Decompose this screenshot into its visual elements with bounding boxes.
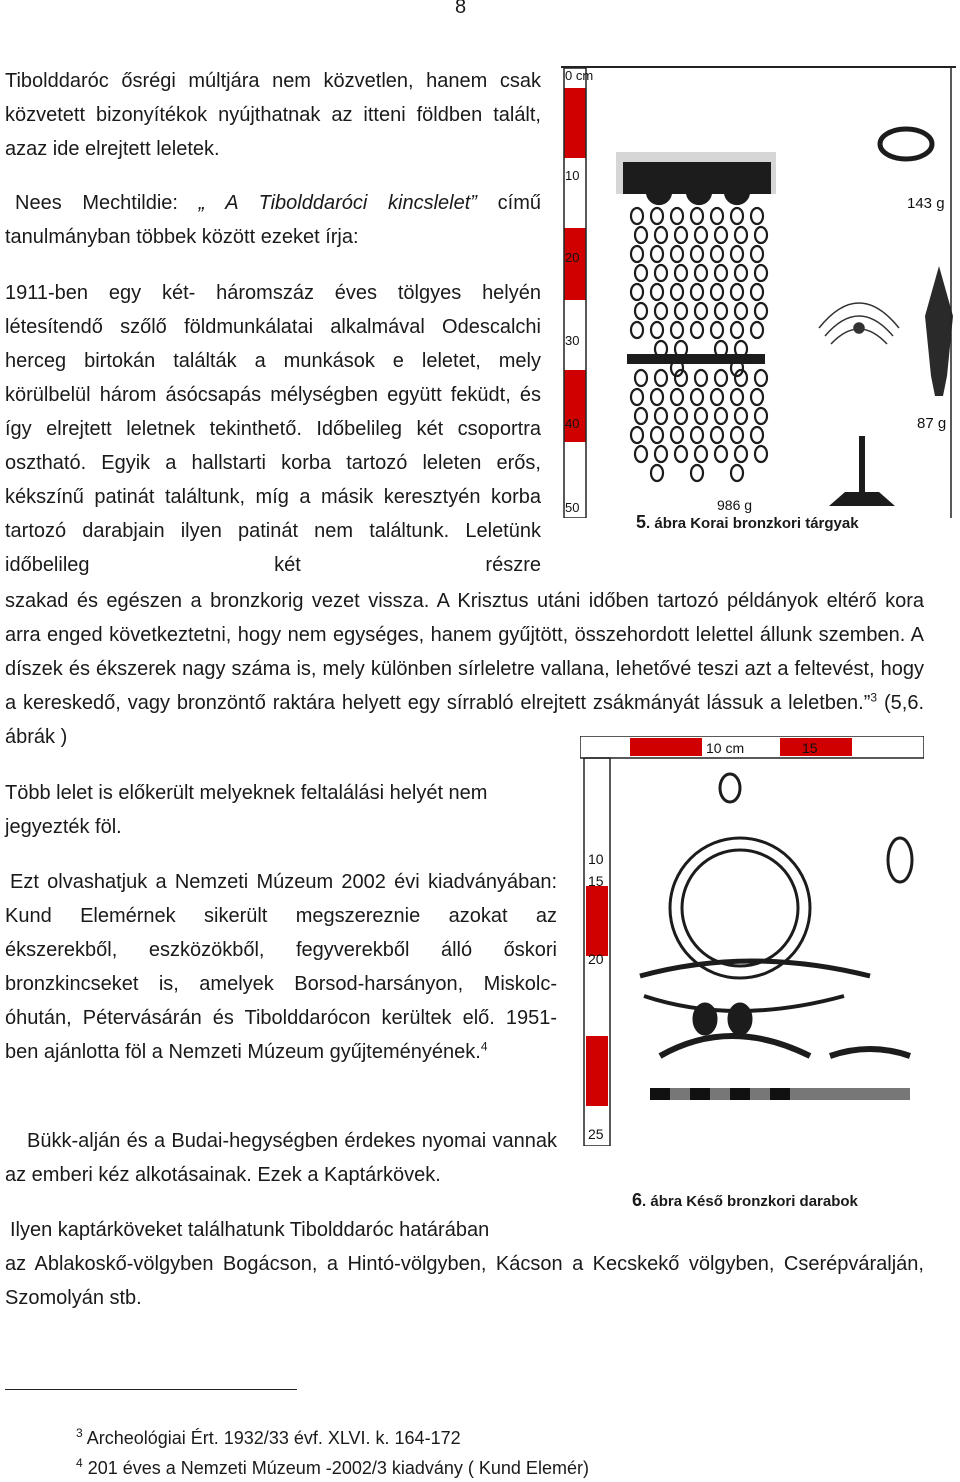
chain-link bbox=[651, 284, 663, 300]
figure-5-caption-num: 5 bbox=[636, 512, 647, 532]
kaptar-line1: Ilyen kaptárköveket találhatunk Tibolddaróc határában bbox=[10, 1219, 490, 1241]
chain-link bbox=[755, 446, 767, 462]
late-bronze-artifacts bbox=[640, 774, 912, 1100]
chain-link bbox=[711, 322, 723, 338]
chain-link bbox=[671, 389, 683, 405]
fig5-ruler-20: 20 bbox=[565, 250, 580, 265]
fig6-ruler-15: 15 bbox=[802, 740, 818, 756]
quote-paragraph-wide bbox=[5, 584, 924, 754]
chain-link bbox=[731, 389, 743, 405]
chain-link bbox=[691, 284, 703, 300]
chain-link bbox=[651, 208, 663, 224]
chain-link bbox=[631, 246, 643, 262]
chain-link bbox=[631, 208, 643, 224]
fig6-ruler-left-15: 15 bbox=[588, 873, 604, 889]
chain-link bbox=[735, 227, 747, 243]
chain-link bbox=[655, 408, 667, 424]
footnote-separator bbox=[5, 1389, 297, 1390]
chain-link bbox=[695, 265, 707, 281]
fig5-ruler-40: 40 bbox=[565, 416, 580, 431]
chain-link bbox=[695, 408, 707, 424]
citation-rest: című tanulmányban többek között ezeket írja: bbox=[5, 192, 541, 248]
figure-5-caption bbox=[636, 512, 859, 533]
chain-link bbox=[751, 389, 763, 405]
chain-link bbox=[751, 284, 763, 300]
chain-link bbox=[731, 246, 743, 262]
chain-link bbox=[751, 246, 763, 262]
chain-link bbox=[675, 303, 687, 319]
figure-6-image bbox=[580, 736, 924, 1146]
chain-link bbox=[751, 427, 763, 443]
chain-link bbox=[711, 427, 723, 443]
chain-link bbox=[715, 408, 727, 424]
fig6-ruler-left-20: 20 bbox=[588, 951, 604, 967]
chain-link bbox=[651, 389, 663, 405]
quote-text-wide: szakad és egészen a bronzkorig vezet vissza. A Krisztus utáni időben tartozó példányok eltérő kora arra enged következtetni, hogy nem egységes, hanem gyűjtött, összehordott lelettel állunk szemben. A díszek és ékszerek nagy száma is, mely különben sírleletre vallana, lehetővé teszi azt a feltevést, hogy a kereskedő, vagy bronzöntő raktára helyett egy sírrabló elrejtett zsákmányát lássuk a leletben.” bbox=[5, 590, 924, 714]
chain-link bbox=[691, 208, 703, 224]
footnote-4-text: 201 éves a Nemzeti Múzeum -2002/3 kiadvány ( Kund Elemér) bbox=[87, 1458, 589, 1478]
chain-link bbox=[691, 246, 703, 262]
kaptar-paragraph bbox=[5, 1247, 924, 1315]
footnote-ref-3: 3 bbox=[870, 690, 878, 705]
chain-link bbox=[711, 284, 723, 300]
chain-link bbox=[755, 303, 767, 319]
chain-link bbox=[635, 227, 647, 243]
chain-link bbox=[675, 227, 687, 243]
chain-link bbox=[631, 427, 643, 443]
chain-link bbox=[711, 208, 723, 224]
fig6-ruler-10cm: 10 cm bbox=[706, 740, 745, 756]
chain-link bbox=[731, 284, 743, 300]
museum-paragraph bbox=[5, 865, 557, 1069]
chain-link bbox=[715, 370, 727, 386]
chain-link bbox=[671, 246, 683, 262]
chain-link bbox=[695, 227, 707, 243]
chain-link bbox=[675, 446, 687, 462]
kaptar-text: az Ablakoskő-völgyben Bogácson, a Hintó-völgyben, Kácson a Kecskekő völgyben, Cserépváralján, Szomolyán stb. bbox=[5, 1253, 924, 1309]
chain-link bbox=[655, 227, 667, 243]
chain-link bbox=[691, 389, 703, 405]
chain-link bbox=[731, 465, 743, 481]
figure-6-caption bbox=[632, 1190, 858, 1211]
chain-link bbox=[695, 446, 707, 462]
citation-author: Nees Mechtildie: bbox=[15, 192, 199, 214]
quote-figure-ref: (5,6. ábrák ) bbox=[5, 692, 925, 748]
chain-link bbox=[735, 446, 747, 462]
intro-paragraph bbox=[5, 64, 541, 166]
chain-link bbox=[651, 322, 663, 338]
bukk-paragraph bbox=[5, 1124, 557, 1192]
fig6-ruler-left-10: 10 bbox=[588, 851, 604, 867]
footnote-3-text: Archeológiai Ért. 1932/33 évf. XLVI. k. 164-172 bbox=[86, 1428, 461, 1448]
chain-link bbox=[691, 465, 703, 481]
quote-paragraph-narrow bbox=[5, 276, 541, 582]
fig5-ruler-0: 0 cm bbox=[565, 68, 594, 83]
chain-link bbox=[651, 246, 663, 262]
figure-6-caption-num: 6 bbox=[632, 1190, 643, 1210]
chain-link bbox=[671, 322, 683, 338]
figure-6-caption-text: . ábra Késő bronzkori darabok bbox=[642, 1193, 858, 1210]
chain-link bbox=[651, 427, 663, 443]
chain-link bbox=[631, 322, 643, 338]
chain-link bbox=[751, 208, 763, 224]
fig5-weight-3: 986 g bbox=[717, 497, 753, 513]
citation-title: „ A Tibolddaróci kincslelet” bbox=[198, 192, 477, 214]
chain-link bbox=[711, 246, 723, 262]
chain-link bbox=[755, 227, 767, 243]
figure-6-ruler-top bbox=[580, 736, 924, 758]
page-number: 8 bbox=[455, 0, 467, 18]
pendant-chain-ornament bbox=[616, 152, 776, 481]
footnote-ref-4: 4 bbox=[480, 1039, 488, 1054]
chain-link bbox=[651, 465, 663, 481]
chain-link bbox=[671, 208, 683, 224]
chain-link bbox=[731, 427, 743, 443]
chain-link bbox=[695, 303, 707, 319]
fig5-weight-1: 143 g bbox=[907, 195, 945, 212]
chain-link bbox=[715, 303, 727, 319]
museum-text: Ezt olvashatjuk a Nemzeti Múzeum 2002 évi kiadványában: Kund Elemérnek sikerült megszereznie azokat az ékszerekből, eszközökből, fegyverekből álló őskori bronzkincseket is, amelyek Borsod-harsányon, Miskolc-óhután, Pétervásárán és Tibolddarócon kerültek elő. 1951-ben ajánlotta föl a Nemzeti Múzeum gyűjteményének. bbox=[5, 871, 557, 1063]
figure-6-ruler-left bbox=[584, 758, 610, 1146]
chain-link bbox=[671, 427, 683, 443]
spearhead-artifact bbox=[925, 266, 953, 396]
unknown-location-paragraph bbox=[5, 776, 565, 844]
chain-link bbox=[715, 265, 727, 281]
unknown-location-text: Több lelet is előkerült melyeknek feltalálási helyét nem jegyezték föl. bbox=[5, 782, 488, 838]
fan-ornament bbox=[819, 303, 899, 344]
fig5-weight-2: 87 g bbox=[917, 415, 947, 432]
chain-link bbox=[735, 265, 747, 281]
chain-link bbox=[755, 408, 767, 424]
footnote-4 bbox=[76, 1458, 589, 1479]
chain-link bbox=[691, 427, 703, 443]
fig5-ruler-30: 30 bbox=[565, 333, 580, 348]
chain-link bbox=[691, 322, 703, 338]
footnote-4-num: 4 bbox=[76, 1456, 83, 1470]
intro-text: Tibolddaróc ősrégi múltjára nem közvetlen, hanem csak közvetett bizonyítékok nyújthatnak az itteni földben talált, azaz ide elrejtett leletek. bbox=[5, 70, 541, 160]
fig6-ruler-left-25: 25 bbox=[588, 1126, 604, 1142]
footnote-3 bbox=[76, 1428, 461, 1449]
bracelet-artifact bbox=[880, 129, 932, 159]
chain-link bbox=[751, 322, 763, 338]
chain-link bbox=[695, 370, 707, 386]
figure-5-caption-text: . ábra Korai bronzkori tárgyak bbox=[646, 515, 859, 532]
figure-5-ruler bbox=[564, 68, 593, 518]
chain-link bbox=[635, 303, 647, 319]
chain-link bbox=[631, 284, 643, 300]
chain-link bbox=[631, 389, 643, 405]
chain-link bbox=[715, 446, 727, 462]
figure-6-svg bbox=[580, 736, 924, 1146]
chain-link bbox=[731, 208, 743, 224]
chain-link bbox=[655, 303, 667, 319]
figure-5-svg bbox=[561, 66, 956, 518]
quote-text-narrow: 1911-ben egy két- háromszáz éves tölgyes helyén létesítendő szőlő földmunkálatai alkalmával Odescalchi herceg birtokán találták a munkások e leletet, mely körülbelül három ásócsapás mélységben együtt feküdt, és így elrejtett leletnek tekinthető. Időbelileg két csoportra osztható. Egyik a hallstarti korba tartozó leleten erős, kékszínű patinát találtunk, míg a másik keresztyén korba tartozó darabjain ilyen patinát nem találtunk. Leletünk időbelileg két részre bbox=[5, 282, 541, 576]
chain-link bbox=[655, 265, 667, 281]
chain-link bbox=[735, 408, 747, 424]
footnote-3-num: 3 bbox=[76, 1426, 83, 1440]
chain-link bbox=[711, 389, 723, 405]
chain-link bbox=[755, 265, 767, 281]
chain-link bbox=[755, 370, 767, 386]
chain-link bbox=[635, 370, 647, 386]
bukk-text: Bükk-alján és a Budai-hegységben érdekes nyomai vannak az emberi kéz alkotásainak. Ezek a Kaptárkövek. bbox=[5, 1130, 557, 1186]
chain-link bbox=[635, 265, 647, 281]
chain-link bbox=[715, 227, 727, 243]
chain-link bbox=[735, 303, 747, 319]
chain-link bbox=[655, 446, 667, 462]
chain-link bbox=[675, 265, 687, 281]
chain-link bbox=[731, 322, 743, 338]
chain-link bbox=[655, 370, 667, 386]
chain-link bbox=[675, 408, 687, 424]
chain-link bbox=[635, 446, 647, 462]
chain-link bbox=[671, 284, 683, 300]
citation-intro-paragraph bbox=[5, 186, 541, 254]
fig5-ruler-10: 10 bbox=[565, 168, 580, 183]
socket-tool-artifact bbox=[829, 436, 895, 506]
fig5-ruler-50: 50 bbox=[565, 500, 580, 515]
chain-link bbox=[635, 408, 647, 424]
figure-5-image bbox=[561, 66, 956, 518]
